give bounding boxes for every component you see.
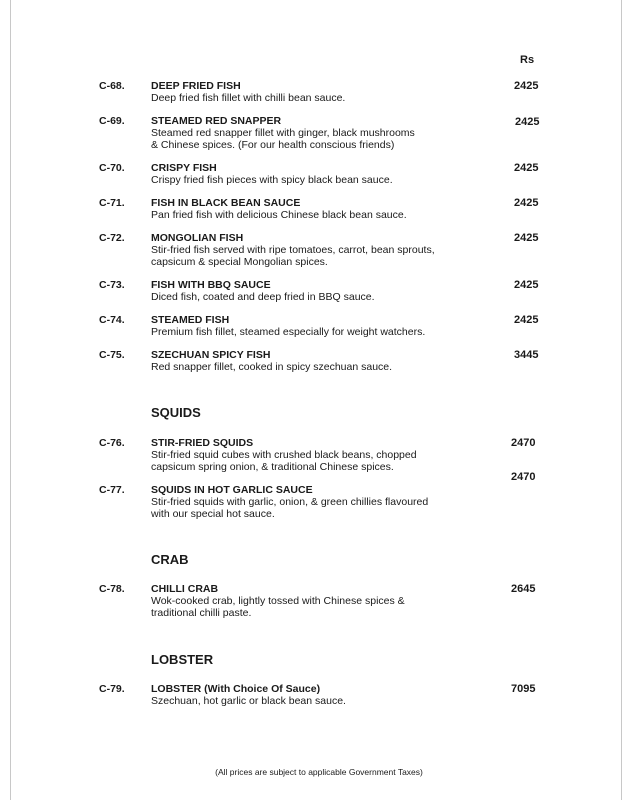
item-description: Wok-cooked crab, lightly tossed with Chinese spices & traditional chilli paste. xyxy=(151,595,405,619)
item-description: Stir-fried squids with garlic, onion, & green chillies flavoured with our special hot sauce. xyxy=(151,496,429,520)
item-description: Diced fish, coated and deep fried in BBQ sauce. xyxy=(151,291,375,303)
item-price: 7095 xyxy=(511,683,536,695)
item-name: MONGOLIAN FISH xyxy=(151,232,244,244)
item-price: 2425 xyxy=(514,279,539,291)
tax-footnote: (All prices are subject to applicable Government Taxes) xyxy=(215,767,423,777)
item-price: 2425 xyxy=(514,80,539,92)
item-name: SQUIDS IN HOT GARLIC SAUCE xyxy=(151,484,313,496)
item-description: Crispy fried fish pieces with spicy black bean sauce. xyxy=(151,174,393,186)
item-name: STEAMED RED SNAPPER xyxy=(151,115,282,127)
item-description: Szechuan, hot garlic or black bean sauce. xyxy=(151,695,346,707)
item-code: C-69. xyxy=(99,115,125,127)
item-description: Stir-fried squid cubes with crushed black beans, chopped capsicum spring onion, & traditional Chinese spices. xyxy=(151,449,417,473)
item-price: 2425 xyxy=(514,197,539,209)
item-description: Pan fried fish with delicious Chinese black bean sauce. xyxy=(151,209,407,221)
item-price: 3445 xyxy=(514,349,539,361)
item-code: C-76. xyxy=(99,437,125,449)
item-description: Deep fried fish fillet with chilli bean sauce. xyxy=(151,92,346,104)
item-price: 2425 xyxy=(515,116,540,128)
item-name: DEEP FRIED FISH xyxy=(151,80,241,92)
item-description: Stir-fried fish served with ripe tomatoes, carrot, bean sprouts, capsicum & special Mongolian spices. xyxy=(151,244,435,268)
item-code: C-73. xyxy=(99,279,125,291)
item-price: 2645 xyxy=(511,583,536,595)
item-name: CRISPY FISH xyxy=(151,162,217,174)
item-name: SZECHUAN SPICY FISH xyxy=(151,349,271,361)
section-title-lobster: LOBSTER xyxy=(151,652,214,667)
item-price: 2425 xyxy=(514,232,539,244)
item-name: FISH IN BLACK BEAN SAUCE xyxy=(151,197,301,209)
item-code: C-79. xyxy=(99,683,125,695)
item-code: C-77. xyxy=(99,484,125,496)
section-title-squids: SQUIDS xyxy=(151,405,201,420)
item-code: C-71. xyxy=(99,197,125,209)
item-name: CHILLI CRAB xyxy=(151,583,219,595)
item-code: C-75. xyxy=(99,349,125,361)
section-title-crab: CRAB xyxy=(151,552,189,567)
item-description: Steamed red snapper fillet with ginger, black mushrooms & Chinese spices. (For our health conscious friends) xyxy=(151,127,415,151)
item-price: 2425 xyxy=(514,162,539,174)
item-price: 2470 xyxy=(511,471,536,483)
item-name: FISH WITH BBQ SAUCE xyxy=(151,279,271,291)
item-code: C-70. xyxy=(99,162,125,174)
page-left-edge xyxy=(10,0,11,800)
item-description: Red snapper fillet, cooked in spicy szechuan sauce. xyxy=(151,361,393,373)
item-description: Premium fish fillet, steamed especially for weight watchers. xyxy=(151,326,426,338)
item-code: C-68. xyxy=(99,80,125,92)
item-price: 2425 xyxy=(514,314,539,326)
item-code: C-78. xyxy=(99,583,125,595)
item-code: C-74. xyxy=(99,314,125,326)
item-price: 2470 xyxy=(511,437,536,449)
item-code: C-72. xyxy=(99,232,125,244)
item-name: STEAMED FISH xyxy=(151,314,230,326)
item-name: LOBSTER (With Choice Of Sauce) xyxy=(151,683,321,695)
item-name: STIR-FRIED SQUIDS xyxy=(151,437,254,449)
currency-label: Rs xyxy=(520,54,535,66)
page-right-edge xyxy=(621,0,622,800)
